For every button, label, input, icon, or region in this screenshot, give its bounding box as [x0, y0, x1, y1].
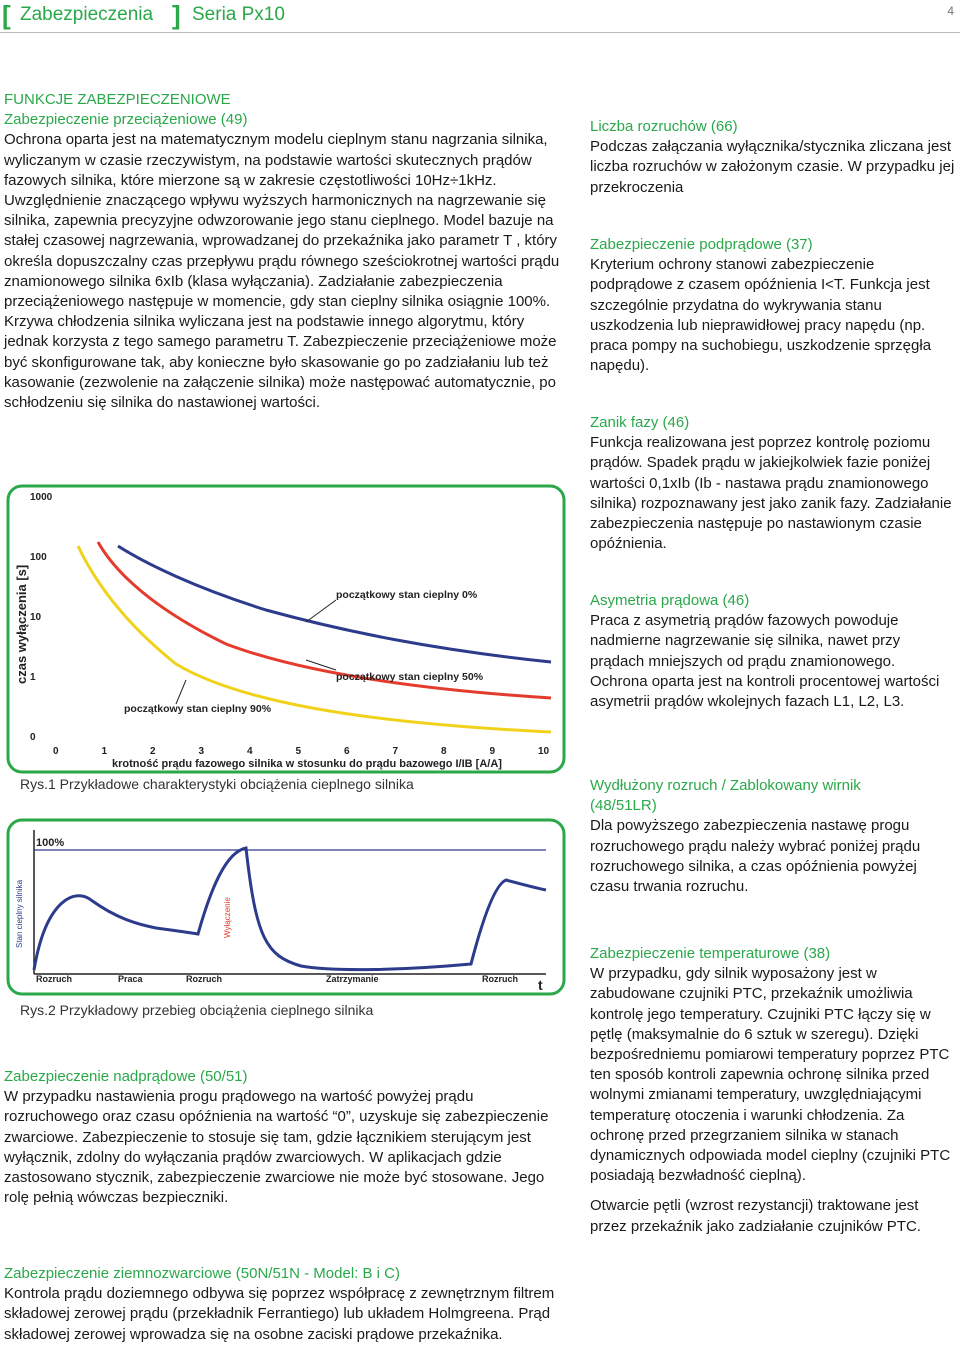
fig1-xtick: 0 [53, 746, 59, 757]
fig1-ylabel: czas wyłączenia [s] [14, 564, 29, 684]
fig1-xtick: 9 [489, 746, 496, 757]
figure-1-caption: Rys.1 Przykładowe charakterystyki obciążenia cieplnego silnika [20, 776, 414, 792]
fig1-xtick: 7 [392, 746, 399, 757]
fig2-t: t [538, 977, 543, 993]
page-number: 4 [947, 4, 954, 18]
fig1-xlabel: krotność prądu fazowego silnika w stosunku do prądu bazowego I/IB [A/A] [112, 758, 502, 770]
overcurrent-section [4, 1067, 570, 1208]
earth-title: Zabezpieczenie ziemnozwarciowe (50N/51N - Model: B i C) [4, 1265, 400, 1282]
header-rule [0, 32, 960, 33]
asym-title: Asymetria prądowa (46) [590, 592, 750, 609]
starts-section [590, 117, 956, 198]
temp-title: Zabezpieczenie temperaturowe (38) [590, 945, 831, 962]
temp-section [590, 944, 958, 1237]
undercurrent-text: Kryterium ochrony stanowi zabezpieczenie podprądowe z czasem opóźnienia I<T. Funkcja jest szczególnie przydatna do wykrywania stanu uszkodzenia lub nieprawidłowej pracy napędu (np. praca pompy na suchobiegu, uszkodzenie sprzęgła napędu). [590, 256, 932, 375]
series-name: Seria Px10 [192, 4, 285, 25]
fig1-ytick: 100 [30, 552, 47, 563]
fig2-ylabel: Stan cieplny silnika [15, 879, 24, 948]
temp-text: W przypadku, gdy silnik wyposażony jest w zabudowane czujniki PTC, przekaźnik umożliwia kontrolę jego temperatury. Czujniki PTC łączy się w pętlę (maksymalnie do 6 sztuk w szeregu). Dzięki bezpośredniemu pomiarowi temperatury poprzez PTC ten sposób kontroli zapewnia ochronę silnika przed wolnymi zmianami temperatury, uwzględniającymi temperaturę otoczenia i warunki chłodzenia. Za ochronę przed przegrzaniem silnika w stanach dynamicznych odpowiada model cieplny (czujniki PTC posiadają bezwładność cieplną). [590, 965, 951, 1185]
fig1-xtick: 6 [344, 746, 350, 757]
fig1-xtick: 1 [101, 746, 108, 757]
bracket-close: ] [172, 0, 181, 30]
starts-text: Podczas załączania wyłącznika/stycznika zliczana jest liczba rozruchów w założonym czasie. W przypadku jej przekroczenia [590, 138, 955, 196]
bracket-open: [ [2, 0, 11, 30]
phase-loss-text: Funkcja realizowana jest poprzez kontrolę poziomu prądów. Spadek prądu w jakiejkolwiek fazie poniżej wartości 0,1xIb (Ib - nastawa prądu znamionowego silnika) rozpoznawany jest jako zanik fazy. Zadziałanie zabezpieczenia następuje po nastawionym czasie opóźnienia. [590, 434, 952, 553]
lr-title: Wydłużony rozruch / Zablokowany wirnik (48/51LR) [590, 777, 861, 815]
fig2-trip: Wyłączenie [223, 897, 232, 938]
fig2-level: 100% [36, 837, 65, 849]
fig1-label-0: początkowy stan cieplny 0% [336, 589, 478, 601]
earth-section [4, 1264, 570, 1345]
fig1-xtick: 4 [247, 746, 253, 757]
fig1-xtick: 2 [150, 746, 156, 757]
figure-2-frame [8, 820, 564, 994]
phase-loss-section [590, 413, 956, 554]
left-column [4, 90, 570, 413]
fig1-ytick: 1 [30, 672, 36, 683]
fig2-phase-3: Rozruch [186, 974, 222, 984]
starts-title: Liczba rozruchów (66) [590, 118, 738, 135]
fig1-ytick: 10 [30, 612, 42, 623]
fig1-xtick: 5 [295, 746, 302, 757]
fig1-xtick: 10 [538, 746, 550, 757]
fig1-ytick: 1000 [30, 492, 53, 503]
overload-title: Zabezpieczenie przeciążeniowe (49) [4, 111, 248, 129]
earth-text: Kontrola prądu doziemnego odbywa się poprzez współpracę z zewnętrznym filtrem składowej zerowej prądu (przekładnik Ferrantiego) lub układem Holmgreena. Prąd składowej zerowej wprowadza się na osobne zaciski prądowe przekaźnika. [4, 1285, 555, 1343]
fig2-phase-2: Praca [118, 974, 143, 984]
fig1-label-50: początkowy stan cieplny 50% [336, 671, 484, 683]
overload-text: Ochrona oparta jest na matematycznym modelu cieplnym stanu nagrzania silnika, wyliczanym w czasie rzeczywistym, na podstawie wartości skutecznych prądów fazowych silnika, które mierzone są w zakresie częstotliwości 10Hz÷1kHz. Uwzględnienie znaczącego wpływu wyższych harmonicznych na nagrzewanie się silnika, zapewnia precyzyjne odwzorowanie jego stanu cieplnego. Model bazuje na stałej czasowej nagrzewania, wprowadzanej do przekaźnika jako parametr T , który określa dopuszczalny czas przepływu prądu równego sześciokrotnej wartości prądu znamionowego silnika 6xIb (klasa wyłączania). Zadziałanie zabezpieczenia przeciążeniowego następuje w momencie, gdy stan cieplny silnika osiągnie 100%. Krzywa chłodzenia silnika wyliczana jest na podstawie innego algorytmu, który jednak korzysta z tego samego parametru T. Zabezpieczenie przeciążeniowe może być skonfigurowane tak, aby konieczne było skasowanie go po zadziałaniu lub też kasowanie (zezwolenie na załączenie silnika) może następować automatycznie, po schłodzeniu się silnika do nastawionej wartości. [4, 131, 560, 412]
overcurrent-text: W przypadku nastawienia progu prądowego na wartość powyżej prądu rozruchowego oraz czasu opóźnienia na wartość “0”, uzyskuje się zabezpieczenie zwarciowe. Zabezpieczenie to stosuje się tam, gdzie łącznikiem sterującym jest wyłącznik, zdolny do wyłączania prądów zwarciowych. W aplikacjach gdzie zastosowano stycznik, zabezpieczenie zwarciowe nie może być stosowane. Jego rolę pełnią wówczas bezpieczniki. [4, 1088, 549, 1207]
page-header [0, 0, 960, 32]
fig1-ytick: 0 [30, 732, 36, 743]
lr-text: Dla powyższego zabezpieczenia nastawę progu rozruchowego prądu należy wybrać poniżej prądu rozruchowego silnika, a czas opóźnienia powyżej czasu trwania rozruchu. [590, 817, 921, 896]
section-title: FUNKCJE ZABEZPIECZENIOWE [4, 91, 231, 108]
temp-text-2: Otwarcie pętli (wzrost rezystancji) traktowane jest przez przekaźnik jako zadziałanie czujników PTC. [590, 1197, 921, 1235]
fig1-xtick: 3 [198, 746, 205, 757]
fig1-label-90: początkowy stan cieplny 90% [124, 703, 272, 715]
section-name: Zabezpieczenia [20, 4, 154, 25]
fig1-xtick: 8 [441, 746, 447, 757]
asym-section [590, 591, 956, 712]
figure-2-caption: Rys.2 Przykładowy przebieg obciążenia cieplnego silnika [20, 1002, 374, 1018]
phase-loss-title: Zanik fazy (46) [590, 414, 690, 431]
figure-2-chart [6, 818, 566, 996]
fig2-phase-1: Rozruch [36, 974, 72, 984]
figure-1-chart [6, 484, 566, 774]
undercurrent-title: Zabezpieczenie podprądowe (37) [590, 236, 813, 253]
fig2-phase-5: Rozruch [482, 974, 518, 984]
lr-section [590, 776, 920, 897]
overcurrent-title: Zabezpieczenie nadprądowe (50/51) [4, 1068, 248, 1085]
fig2-phase-4: Zatrzymanie [326, 974, 379, 984]
undercurrent-section [590, 235, 956, 376]
asym-text: Praca z asymetrią prądów fazowych powoduje nadmierne nagrzewanie się silnika, nawet przy prądach mniejszych od prądu znamionowego. Ochrona oparta jest na kontroli procentowej wartości asymetrii prądów wkolejnych fazach L1, L2, L3. [590, 612, 940, 711]
